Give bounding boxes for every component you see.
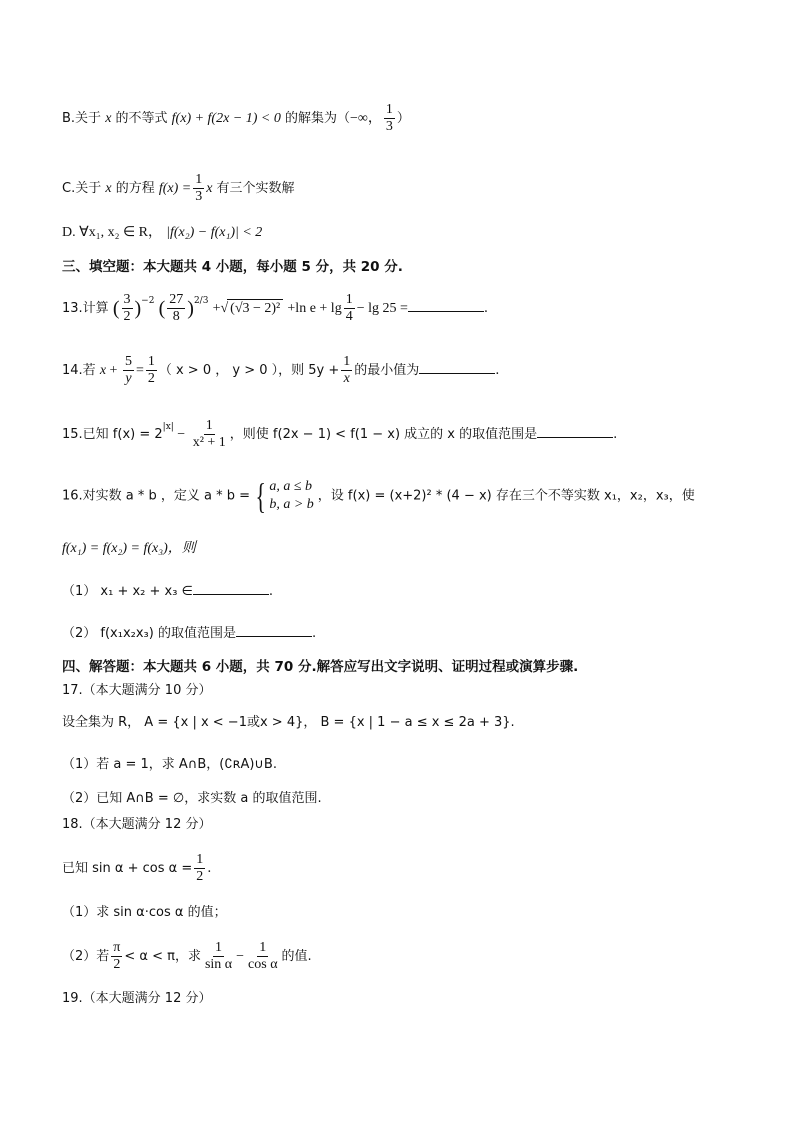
question-16-part2: （2） f(x₁x₂x₃) 的取值范围是 . [62,626,317,641]
question-18-part2: （2）若 $\frac{\pi}{2}$ < α < π，求 $\frac{1}{\text{sin α}}$ − $\frac{1}{\text{cos α}}$ 的值. [62,940,312,972]
answer-blank[interactable] [408,299,484,312]
fraction: $\frac{1}{3}$ [195,172,203,204]
answer-blank[interactable] [236,624,312,637]
question-16: 16.对实数 a * b ，定义 a * b = { a, a ≤ b b, a > b ，设 f(x) = (x+2)² * (4 − x) 存在三个不等实数 x₁，x₂，x₃，使 [62,476,695,516]
question-17-part1: （1）若 a = 1，求 A∩B，(∁ʀA)∪B. [62,757,277,772]
question-18-label: 18.（本大题满分 12 分） [62,817,212,832]
option-c: C.关于 x 的方程 f(x) = $\frac{1}{3}$ x 有三个实数解 [62,172,295,204]
answer-blank[interactable] [193,582,269,595]
question-18-statement: 已知 sin α + cos α = $\frac{1}{2}$ . [62,852,212,884]
fraction: $\frac{1}{3}$ [385,102,393,134]
question-16-line2: f(x₁) = f(x₂) = f(x₃)，则 [62,541,196,556]
section-3-heading: 三、填空题：本大题共 4 小题，每小题 5 分，共 20 分. [62,259,403,275]
question-17-statement: 设全集为 R， A = {x | x < −1或x > 4}， B = {x | 1 − a ≤ x ≤ 2a + 3}. [62,715,515,730]
question-17-part2: （2）已知 A∩B = ∅，求实数 a 的取值范围. [62,791,322,806]
question-15: 15.已知 $f(x) = 2^{|x|}$ − $\frac{1}{\text{x² + 1}}$ ，则使 f(2x − 1) < f(1 − x) 成立的 x 的取值范围是 . [62,418,618,450]
option-d: D. ∀x₁, x₂ ∈ R， |f(x₂) − f(x₁)| < 2 [62,225,263,240]
question-16-part1: （1） x₁ + x₂ + x₃ ∈ . [62,584,274,599]
question-17-label: 17.（本大题满分 10 分） [62,683,212,698]
answer-blank[interactable] [419,361,495,374]
question-18-part1: （1）求 sin α·cos α 的值； [62,905,227,920]
section-4-heading: 四、解答题：本大题共 6 小题，共 70 分.解答应写出文字说明、证明过程或演算步骤. [62,659,579,675]
question-13: 13.计算 ( $\frac{3}{2}$ )$^{-2}$ ( $\frac{27}{8}$ )$^{2/3}$ +√ (√3 − 2)² +ln e + lg $\frac{1}{4}$ − lg 25 = . [62,292,489,324]
question-14: 14.若 x + $\frac{5}{y}$ = $\frac{1}{2}$ （ x > 0 ， y > 0 ），则 5y + $\frac{1}{x}$ 的最小值为 . [62,354,500,386]
question-19-label: 19.（本大题满分 12 分） [62,991,212,1006]
answer-blank[interactable] [537,425,613,438]
option-b: B.关于 x 的不等式 f(x) + f(2x − 1) < 0 的解集为（−∞， $\frac{1}{3}$ ） [62,102,410,134]
